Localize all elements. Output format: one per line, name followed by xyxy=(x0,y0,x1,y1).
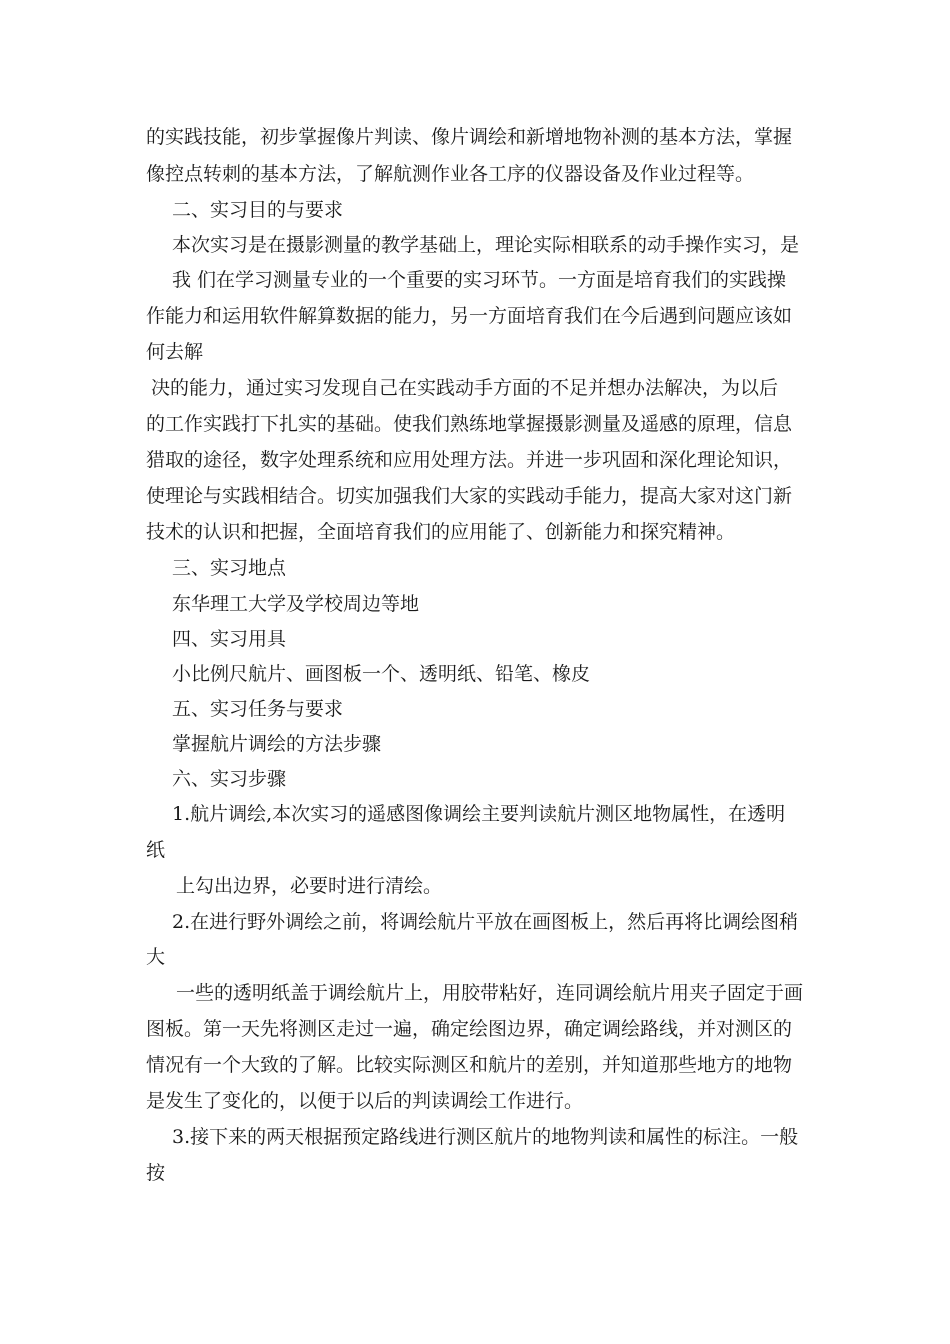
text-line: 东华理工大学及学校周边等地 xyxy=(172,593,420,615)
text-line: 小比例尺航片、画图板一个、透明纸、铅笔、橡皮 xyxy=(172,663,591,685)
section-heading: 三、实习地点 xyxy=(172,557,287,579)
text-line: 像控点转刺的基本方法，了解航测作业各工序的仪器设备及作业过程等。 xyxy=(146,163,755,185)
text-line: 我 们在学习测量专业的一个重要的实习环节。一方面是培育我们的实践操 xyxy=(172,269,787,291)
text-line: 的工作实践打下扎实的基础。使我们熟练地掌握摄影测量及遥感的原理，信息 xyxy=(146,413,793,435)
text-line: 掌握航片调绘的方法步骤 xyxy=(172,733,382,755)
text-line: 使理论与实践相结合。切实加强我们大家的实践动手能力，提高大家对这门新 xyxy=(146,485,793,507)
section-heading: 五、实习任务与要求 xyxy=(172,698,344,720)
text-line: 图板。第一天先将测区走过一遍，确定绘图边界，确定调绘路线，并对测区的 xyxy=(146,1018,793,1040)
section-heading: 六、实习步骤 xyxy=(172,768,287,790)
text-line: 是发生了变化的，以便于以后的判读调绘工作进行。 xyxy=(146,1090,584,1112)
text-line: 技术的认识和把握，全面培育我们的应用能了、创新能力和探究精神。 xyxy=(146,521,736,543)
text-line: 纸 xyxy=(146,839,166,861)
text-line: 猎取的途径，数字处理系统和应用处理方法。并进一步巩固和深化理论知识， xyxy=(146,449,793,471)
section-heading: 二、实习目的与要求 xyxy=(172,199,344,221)
section-heading: 四、实习用具 xyxy=(172,628,287,650)
text-line: 大 xyxy=(146,946,166,968)
text-line: 决的能力，通过实习发现自己在实践动手方面的不足并想办法解决，为以后 xyxy=(151,377,779,399)
text-line: 本次实习是在摄影测量的教学基础上，理论实际相联系的动手操作实习，是 xyxy=(172,234,800,256)
text-line: 上勾出边界，必要时进行清绘。 xyxy=(176,875,443,897)
text-line: 1.航片调绘,本次实习的遥感图像调绘主要判读航片测区地物属性，在透明 xyxy=(172,803,786,825)
text-line: 2.在进行野外调绘之前，将调绘航片平放在画图板上，然后再将比调绘图稍 xyxy=(172,911,799,933)
text-line: 3.接下来的两天根据预定路线进行测区航片的地物判读和属性的标注。一般 xyxy=(172,1126,799,1148)
text-line: 按 xyxy=(146,1162,166,1184)
text-line: 的实践技能，初步掌握像片判读、像片调绘和新增地物补测的基本方法，掌握 xyxy=(146,126,793,148)
text-line: 一些的透明纸盖于调绘航片上，用胶带粘好，连同调绘航片用夹子固定于画 xyxy=(176,982,804,1004)
text-line: 何去解 xyxy=(146,341,204,363)
text-line: 情况有一个大致的了解。比较实际测区和航片的差别，并知道那些地方的地物 xyxy=(146,1054,793,1076)
text-line: 作能力和运用软件解算数据的能力，另一方面培育我们在今后遇到问题应该如 xyxy=(146,305,793,327)
